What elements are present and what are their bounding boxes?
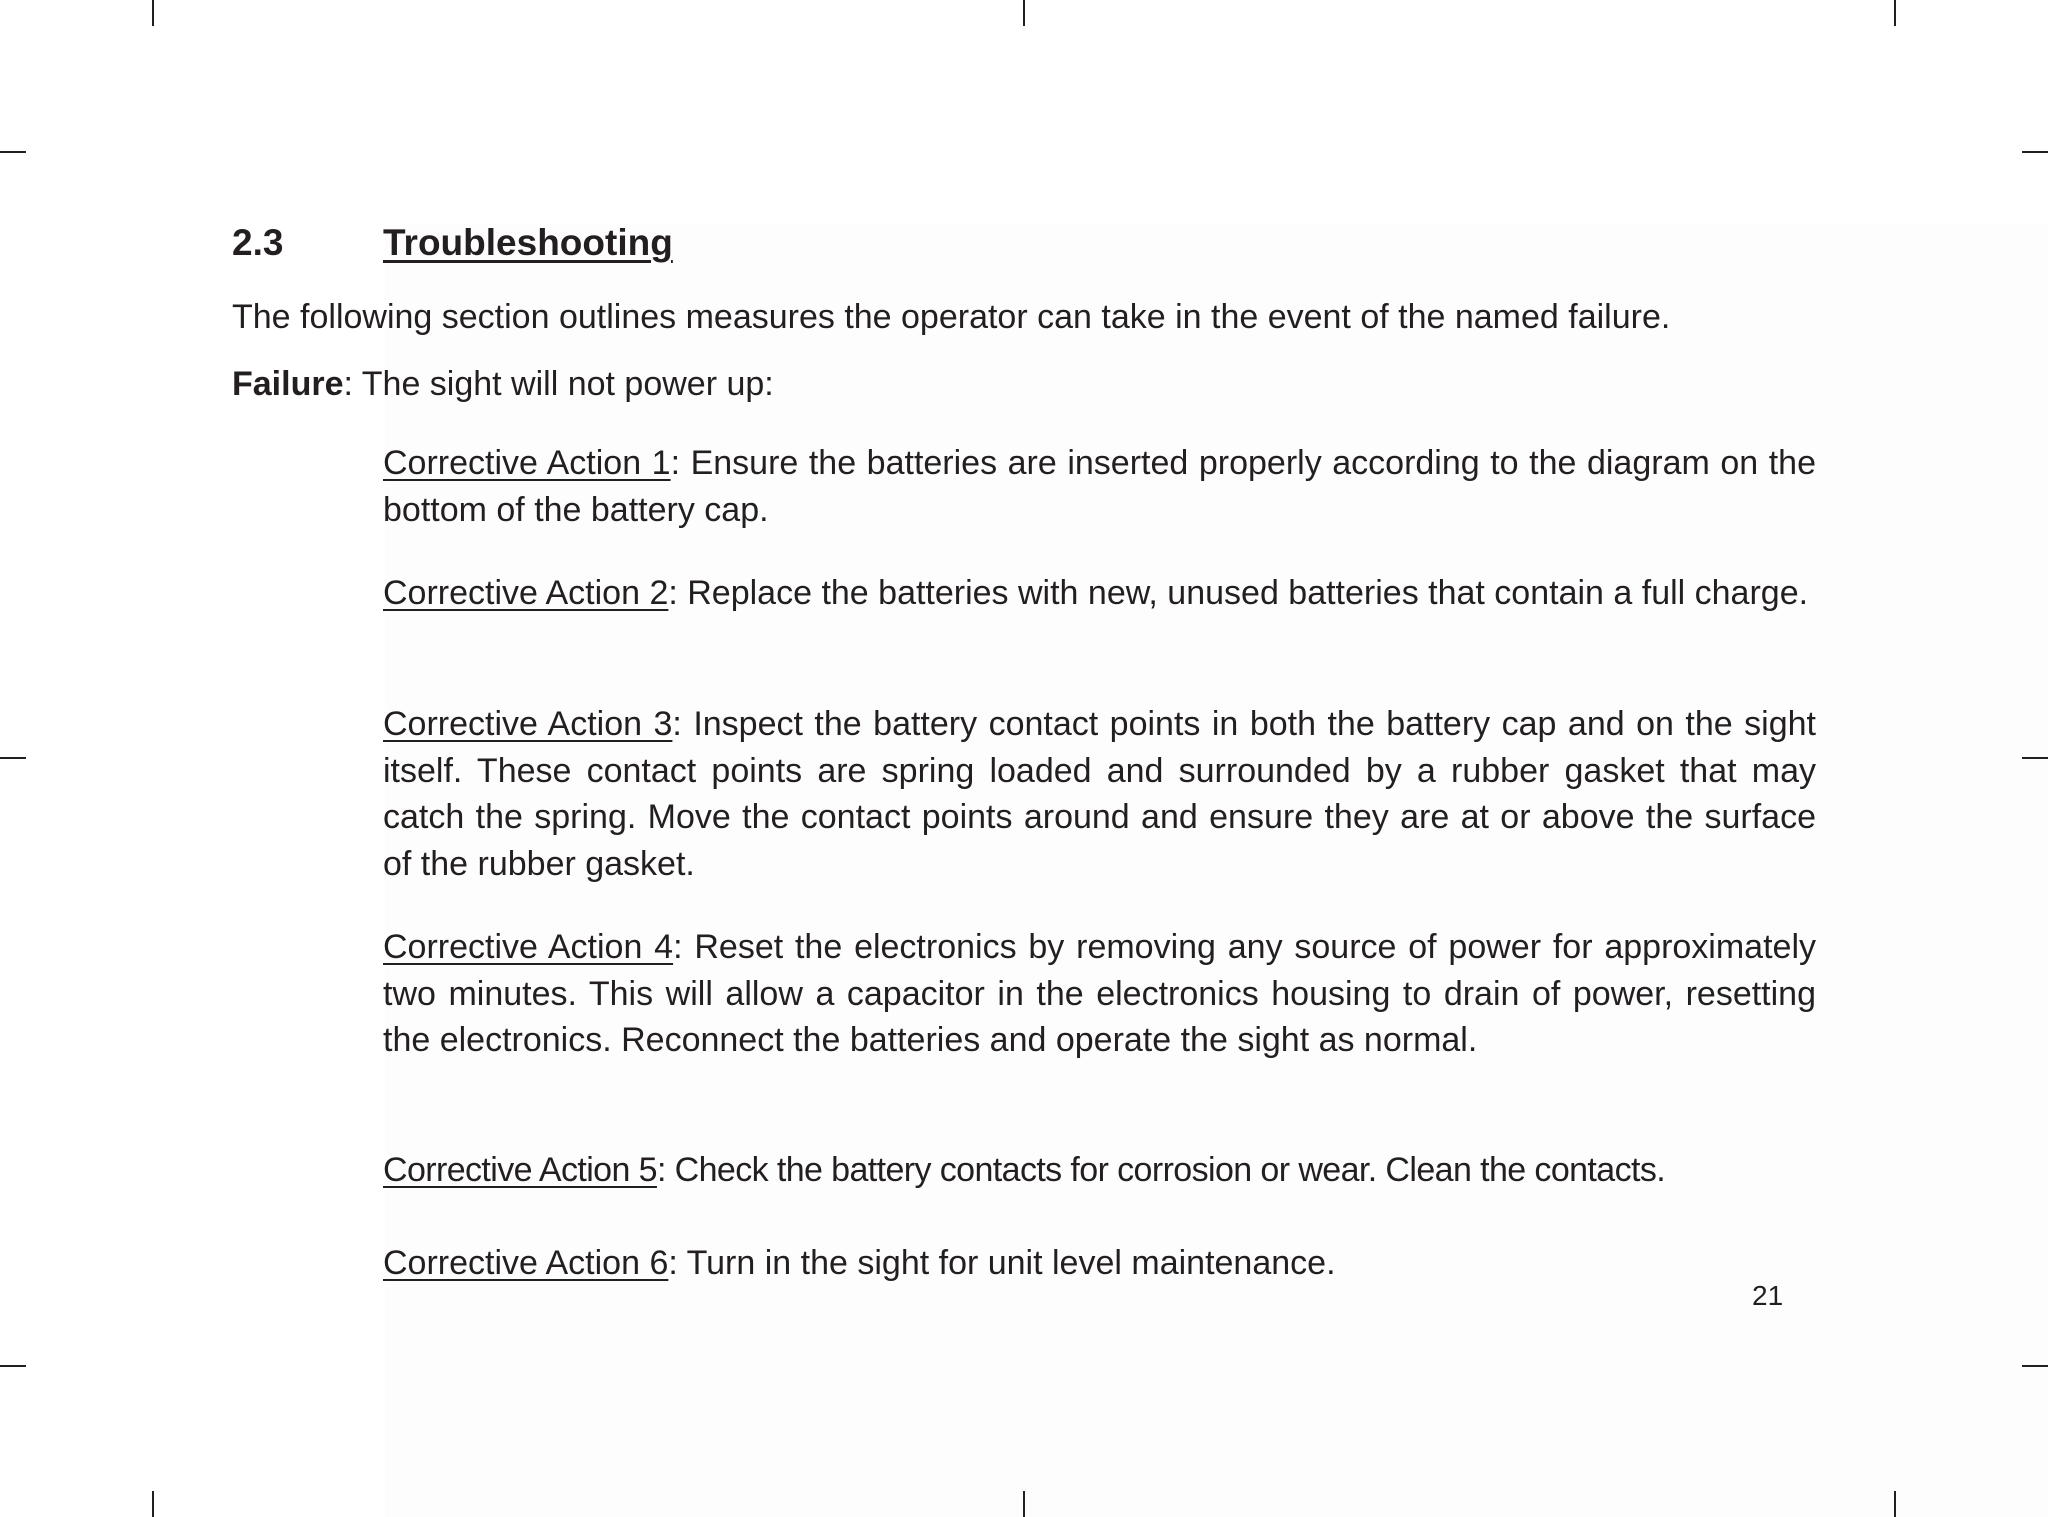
crop-mark-bottom-right <box>1894 1491 1896 1517</box>
corrective-action-label: Corrective Action 4 <box>383 928 674 966</box>
section-number: 2.3 <box>232 222 284 263</box>
crop-mark-left-middle <box>0 757 26 759</box>
corrective-action-label: Corrective Action 6 <box>383 1244 669 1282</box>
corrective-action-text: : Reset the electronics by removing any source of power for approximately two minutes. This will allow a capacitor in the electronics housing to drain of power, resetting the electronics. Reconnect the batteries and operate the sight as normal. <box>383 928 1816 1059</box>
corrective-action-label: Corrective Action 2 <box>383 574 669 612</box>
corrective-action-label: Corrective Action 3 <box>383 705 673 743</box>
crop-mark-right-bottom <box>2022 1365 2048 1367</box>
crop-mark-top-right <box>1894 0 1896 26</box>
corrective-action-text: : Turn in the sight for unit level maintenance. <box>668 1244 1336 1282</box>
corrective-action-3 <box>383 701 1816 887</box>
crop-mark-bottom-left <box>152 1491 154 1517</box>
corrective-action-text: : Inspect the battery contact points in both the battery cap and on the sight itself. These contact points are spring loaded and surrounded by a rubber gasket that may catch the spring. Move the contact points around and ensure they are at or above the surface of the rubber gasket. <box>383 705 1816 883</box>
corrective-action-2 <box>383 570 1816 617</box>
corrective-action-text: : Check the battery contacts for corrosion or wear. Clean the contacts. <box>656 1151 1666 1189</box>
corrective-action-label: Corrective Action 5 <box>383 1151 657 1189</box>
crop-mark-top-center <box>1023 0 1025 26</box>
crop-mark-bottom-center <box>1023 1491 1025 1517</box>
crop-mark-left-top <box>0 151 26 153</box>
corrective-action-text: : Ensure the batteries are inserted properly according to the diagram on the bottom of the battery cap. <box>383 444 1816 529</box>
crop-mark-left-bottom <box>0 1365 26 1367</box>
section-heading <box>232 222 673 264</box>
crop-mark-right-middle <box>2022 757 2048 759</box>
corrective-action-5 <box>383 1147 1816 1194</box>
crop-mark-right-top <box>2022 151 2048 153</box>
failure-statement <box>232 361 774 407</box>
crop-mark-top-left <box>152 0 154 26</box>
corrective-action-6 <box>383 1240 1816 1287</box>
intro-paragraph: The following section outlines measures the operator can take in the event of the named failure. <box>232 298 1671 336</box>
page-number: 21 <box>1752 1280 1784 1311</box>
corrective-action-label: Corrective Action 1 <box>383 444 671 482</box>
failure-text: : The sight will not power up: <box>343 365 774 403</box>
section-title: Troubleshooting <box>383 222 673 263</box>
corrective-action-text: : Replace the batteries with new, unused batteries that contain a full charge. <box>668 574 1809 612</box>
corrective-action-1 <box>383 440 1816 533</box>
corrective-action-4 <box>383 924 1816 1064</box>
failure-label: Failure <box>232 365 344 403</box>
